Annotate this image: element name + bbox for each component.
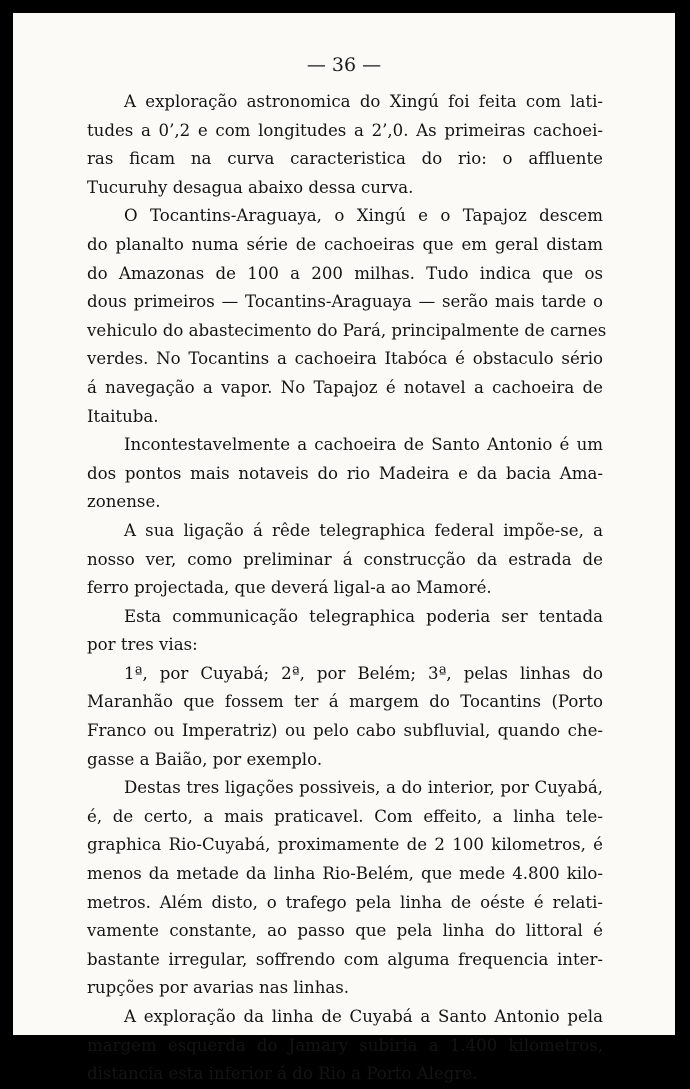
text-line: dos pontos mais notaveis do rio Madeira e da bacia Ama- (87, 463, 603, 483)
text-line: margem esquerda do Jamary subiria a 1.400 kilometros, (87, 1035, 603, 1055)
text-line: vamente constante, ao passo que pela linha do littoral é (87, 921, 603, 941)
text-line: metros. Além disto, o trafego pela linha de oéste é relati- (87, 892, 603, 912)
text-line: Maranhão que fossem ter á margem do Tocantins (Porto (87, 692, 603, 712)
text-line: 1ª, por Cuyabá; 2ª, por Belém; 3ª, pelas linhas do (124, 663, 603, 683)
text-line: do planalto numa série de cachoeiras que em geral distam (87, 234, 603, 254)
text-line: tudes a 0’,2 e com longitudes a 2’,0. As primeiras cachoei- (87, 120, 603, 140)
text-line: Esta communicação telegraphica poderia ser tentada (124, 606, 603, 626)
text-line: nosso ver, como preliminar á construcção da estrada de (87, 549, 603, 569)
text-line: O Tocantins-Araguaya, o Xingú e o Tapajoz descem (124, 206, 603, 226)
text-line: Incontestavelmente a cachoeira de Santo Antonio é um (124, 435, 603, 455)
text-line: do Amazonas de 100 a 200 milhas. Tudo indica que os (87, 263, 603, 283)
text-line: ras ficam na curva caracteristica do rio: o affluente (87, 149, 603, 169)
text-line: ferro projectada, que deverá ligal-a ao Mamoré. (87, 578, 492, 598)
text-line: A sua ligação á rêde telegraphica federal impõe-se, a (124, 520, 603, 540)
book-page (13, 13, 675, 1084)
text-line: Destas tres ligações possiveis, a do interior, por Cuyabá, (124, 778, 603, 798)
text-line: rupções por avarias nas linhas. (87, 978, 350, 998)
text-line: distancia esta inferior á do Rio a Porto Alegre. (87, 1064, 478, 1084)
text-line: A exploração da linha de Cuyabá a Santo Antonio pela (124, 1007, 603, 1026)
text-line: menos da metade da linha Rio-Belém, que mede 4.800 kilo- (87, 864, 603, 884)
text-line: bastante irregular, soffrendo com alguma frequencia inter- (87, 949, 603, 969)
text-line: á navegação a vapor. No Tapajoz é notavel a cachoeira de (87, 377, 603, 397)
text-line: graphica Rio-Cuyabá, proximamente de 2 100 kilometros, é (87, 835, 603, 855)
text-line: Tucuruhy desagua abaixo dessa curva. (87, 177, 414, 197)
text-line: dous primeiros — Tocantins-Araguaya — serão mais tarde o (87, 292, 603, 312)
text-line: verdes. No Tocantins a cachoeira Itabóca é obstaculo sério (87, 349, 603, 369)
text-line: é, de certo, a mais praticavel. Com effeito, a linha tele- (87, 806, 603, 826)
page-number: — 36 — (306, 54, 382, 76)
text-line: gasse a Baião, por exemplo. (87, 749, 323, 769)
text-line: por tres vias: (87, 635, 198, 655)
text-line: zonense. (87, 492, 161, 512)
text-line: Franco ou Imperatriz) ou pelo cabo subfluvial, quando che- (87, 721, 603, 741)
text-line: vehiculo do abastecimento do Pará, principalmente de carnes (87, 320, 607, 340)
text-line: A exploração astronomica do Xingú foi feita com lati- (124, 92, 603, 111)
text-line: Itaituba. (87, 406, 159, 426)
body-text (87, 88, 607, 1089)
